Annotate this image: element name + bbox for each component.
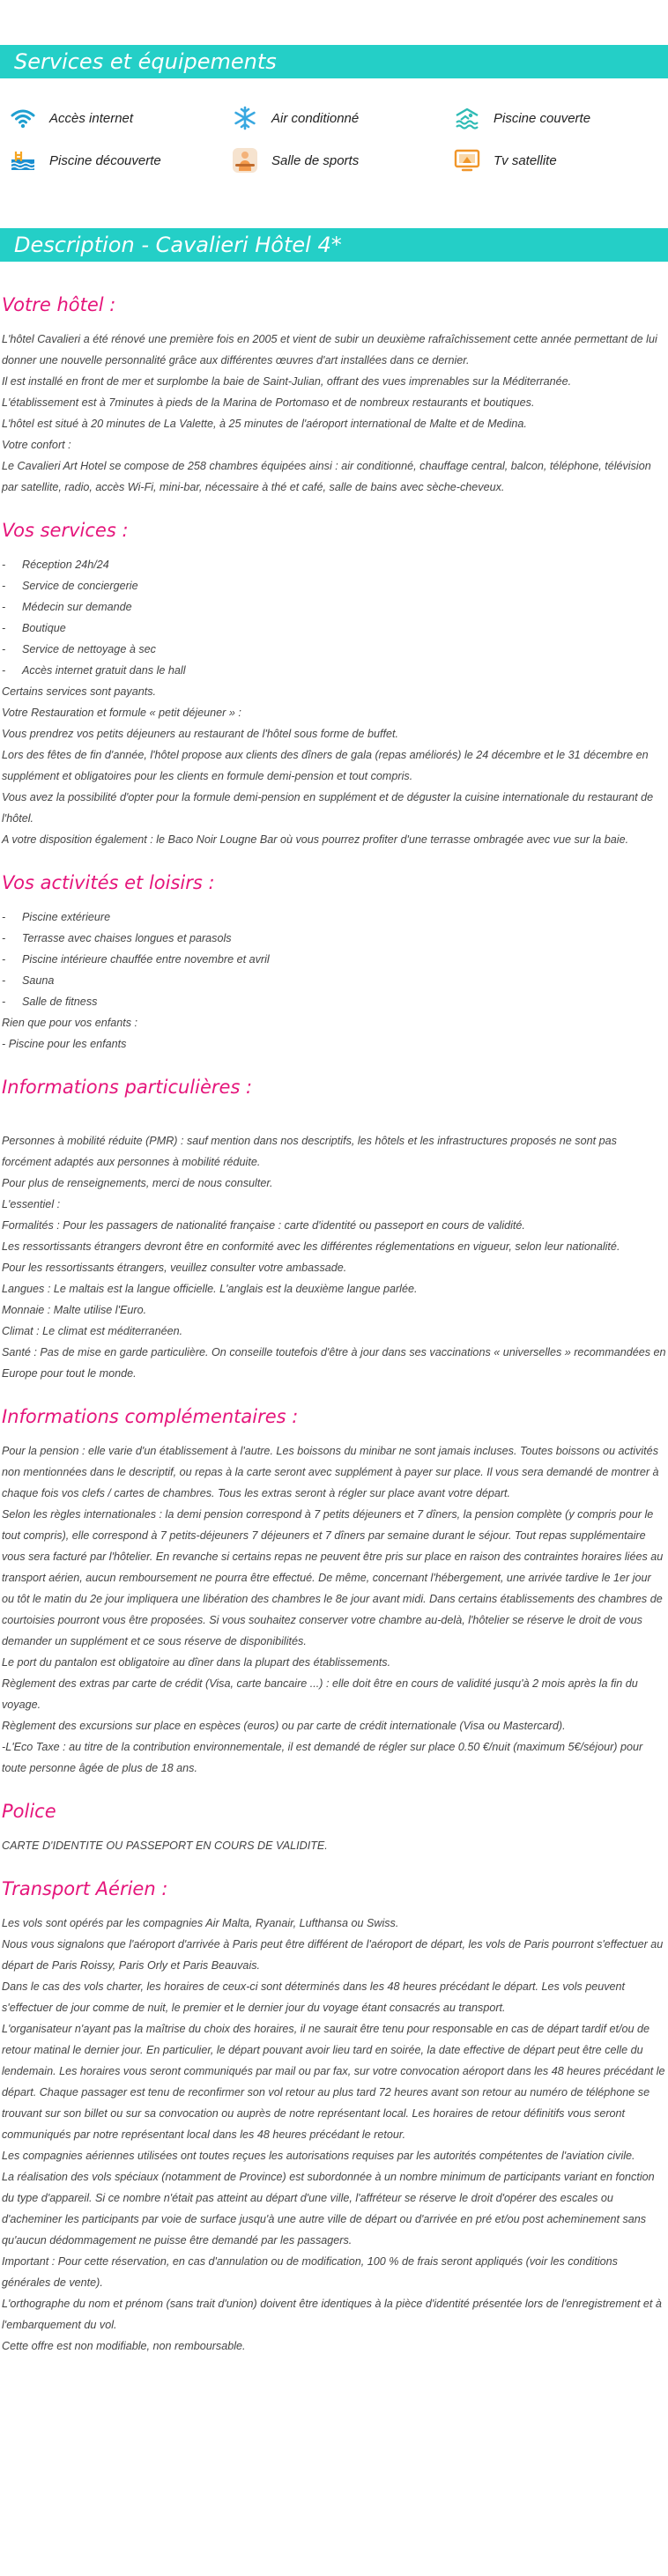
description-title: Description - Cavalieri Hôtel 4* [14, 233, 342, 257]
paragraph: Le port du pantalon est obligatoire au dîner dans la plupart des établissements. [2, 1656, 391, 1669]
paragraph: Personnes à mobilité réduite (PMR) : sauf mention dans nos descriptifs, les hôtels et les infrastructures proposés ne sont pas forcément adaptés aux personnes à mobilité réduite. [2, 1135, 617, 1168]
section-heading: Vos services : [2, 520, 129, 541]
paragraph: Les vols sont opérés par les compagnies Air Malta, Ryanair, Lufthansa ou Swiss. [2, 1917, 399, 1929]
section-heading: Transport Aérien : [2, 1878, 168, 1899]
paragraph: Selon les règles internationales : la demi pension correspond à 7 petits déjeuners et 7 dîners, la pension complète (y compris pour le tout compris), elle correspond à 7 petits-déjeuners 7 déjeuners et 7 dîners par semaine durant le séjour. Tout repas supplémentaire vous sera facturé par l'hôtelier. En revanche si certains repas ne peuvent être pris sur place en raison des contraintes horaires liées au transport aérien, aucun remboursement ne pourra être effectué. De même, concernant l'hébergement, une arrivée tardive le 1er jour ou tôt le matin du 2e jour impliquera une libération des chambres le 8e jour avant midi. Dans certains établissements des chambres de courtoisies pourront vous être proposées. Si vous souhaitez conserver votre chambre au-delà, l'hôtelier se réserve le droit de vous demander un supplément et ce sous réserve de disponibilités. [2, 1508, 664, 1647]
paragraph: L'organisateur n'ayant pas la maîtrise du choix des horaires, il ne saurait être tenu pour responsable en cas de départ tardif et/ou de retour matinal le dernier jour. En particulier, le départ pouvant avoir lieu tard en soirée, la date effective de départ peut être celle du lendemain. Les horaires vous seront communiqués par mail ou par fax, sur votre convocation aéroport dans les 48 heures précédant le départ. Chaque passager est tenu de reconfirmer son vol retour au plus tard 72 heures avant son retour au numéro de téléphone se trouvant sur son billet ou sur sa convocation ou auprès de notre représentant local. Les horaires de retour définitifs vous seront communiqués par notre représentant local dans les 48 heures précédant le retour. [2, 2023, 665, 2141]
paragraph: L'essentiel : [2, 1198, 61, 1210]
amenity-label: Tv satellite [494, 152, 557, 168]
paragraph: Les compagnies aériennes utilisées ont toutes reçues les autorisations requises par les autorités compétentes de l'aviation civile. [2, 2150, 635, 2162]
paragraph: Vous prendrez vos petits déjeuners au restaurant de l'hôtel sous forme de buffet. [2, 728, 398, 740]
section-complementary [2, 1403, 666, 1779]
services-title: Services et équipements [14, 49, 277, 74]
amenities-grid [0, 78, 668, 181]
indoor-pool-icon [453, 104, 481, 132]
section-air-transport [2, 1876, 666, 2357]
paragraph: Règlement des extras par carte de crédit (Visa, carte bancaire ...) : elle doit être en cours de validité jusqu'à 2 mois après la fin du voyage. [2, 1677, 638, 1711]
description-banner [0, 228, 668, 262]
section-police [2, 1798, 666, 1856]
paragraph: CARTE D'IDENTITE OU PASSEPORT EN COURS DE VALIDITE. [2, 1839, 328, 1852]
paragraph: Nous vous signalons que l'aéroport d'arrivée à Paris peut être différent de l'aéroport de départ, les vols de Paris pourront s'effectuer au départ de Paris Roissy, Paris Orly et Paris Beauvais. [2, 1938, 664, 1972]
paragraph: Certains services sont payants. [2, 685, 156, 698]
amenity-air-conditioning [222, 97, 444, 139]
paragraph: A votre disposition également : le Baco Noir Lougne Bar où vous pourrez profiter d'une terrasse ombragée avec vue sur la baie. [2, 833, 629, 846]
gym-icon [231, 146, 259, 174]
amenity-label: Air conditionné [271, 110, 360, 126]
list-item: - Service de nettoyage à sec [2, 639, 666, 660]
paragraph: -L'Eco Taxe : au titre de la contribution environnementale, il est demandé de régler sur place 0.50 €/nuit (maximum 5€/séjour) pour toute personne âgée de plus de 18 ans. [2, 1741, 643, 1774]
amenity-label: Piscine découverte [49, 152, 161, 168]
services-list [2, 554, 666, 681]
amenity-gym [222, 139, 444, 181]
paragraph: Santé : Pas de mise en garde particulière. On conseille toutefois d'être à jour dans ses vaccinations « universelles » recommandées en Europe pour tout le monde. [2, 1346, 666, 1380]
amenity-satellite-tv [444, 139, 668, 181]
amenity-indoor-pool [444, 97, 668, 139]
amenity-label: Piscine couverte [494, 110, 591, 126]
list-item: - Médecin sur demande [2, 596, 666, 618]
amenity-label: Salle de sports [271, 152, 360, 168]
paragraph: Vous avez la possibilité d'opter pour la formule demi-pension en supplément et de déguster la cuisine internationale du restaurant de l'hôtel. [2, 791, 654, 825]
paragraph: Monnaie : Malte utilise l'Euro. [2, 1304, 147, 1316]
amenity-label: Accès internet [49, 110, 134, 126]
paragraph: L'établissement est à 7minutes à pieds de la Marina de Portomaso et de nombreux restaurants et boutiques. [2, 396, 535, 409]
list-item: - Boutique [2, 618, 666, 639]
list-item: - Réception 24h/24 [2, 554, 666, 575]
outdoor-pool-icon [9, 146, 37, 174]
services-banner [0, 45, 668, 78]
amenity-internet [0, 97, 222, 139]
list-item: - Salle de fitness [2, 991, 666, 1012]
paragraph: Règlement des excursions sur place en espèces (euros) ou par carte de crédit internationale (Visa ou Mastercard). [2, 1720, 566, 1732]
list-item: - Piscine extérieure [2, 907, 666, 928]
paragraph: Votre Restauration et formule « petit déjeuner » : [2, 707, 241, 719]
paragraph: Pour la pension : elle varie d'un établissement à l'autre. Les boissons du minibar ne sont jamais incluses. Toutes boissons ou activités non mentionnées dans le descriptif, ou repas à la carte seront avec supplément à payer sur place. Il vous sera demandé de montrer à chaque fois vos clefs / cartes de chambres. Tous les extras seront à régler sur place avant votre départ. [2, 1445, 659, 1499]
paragraph: Dans le cas des vols charter, les horaires de ceux-ci sont déterminés dans les 48 heures précédant le départ. Les vols peuvent s'effectuer de jour comme de nuit, le premier et le dernier jour du voyage étant consacrés au transport. [2, 1980, 626, 2014]
section-activities [2, 870, 666, 1055]
wifi-icon [9, 104, 37, 132]
tv-icon [453, 146, 481, 174]
amenity-outdoor-pool [0, 139, 222, 181]
section-hotel [2, 292, 666, 498]
section-heading: Informations complémentaires : [2, 1406, 299, 1427]
paragraph: Votre confort : [2, 439, 71, 451]
paragraph: Les ressortissants étrangers devront être en conformité avec les différentes réglementations en vigueur, selon leur nationalité. [2, 1240, 620, 1253]
list-item: - Terrasse avec chaises longues et parasols [2, 928, 666, 949]
paragraph: Cette offre est non modifiable, non remboursable. [2, 2340, 246, 2352]
section-heading: Police [2, 1801, 56, 1822]
paragraph: Langues : Le maltais est la langue officielle. L'anglais est la deuxième langue parlée. [2, 1283, 418, 1295]
paragraph: L'orthographe du nom et prénom (sans trait d'union) doivent être identiques à la pièce d'identité présentée lors de l'enregistrement et à l'embarquement du vol. [2, 2298, 662, 2331]
paragraph: L'hôtel est situé à 20 minutes de La Valette, à 25 minutes de l'aéroport international de Malte et de Medina. [2, 418, 527, 430]
list-item: - Piscine intérieure chauffée entre novembre et avril [2, 949, 666, 970]
section-heading: Vos activités et loisirs : [2, 872, 215, 893]
section-particular [2, 1074, 666, 1384]
paragraph: - Piscine pour les enfants [2, 1038, 127, 1050]
paragraph: Il est installé en front de mer et surplombe la baie de Saint-Julian, offrant des vues imprenables sur la Méditerranée. [2, 375, 572, 388]
paragraph: Climat : Le climat est méditerranéen. [2, 1325, 183, 1337]
paragraph: Pour les ressortissants étrangers, veuillez consulter votre ambassade. [2, 1262, 347, 1274]
section-heading: Informations particulières : [2, 1077, 253, 1098]
paragraph: Pour plus de renseignements, merci de nous consulter. [2, 1177, 273, 1189]
paragraph: L'hôtel Cavalieri a été rénové une première fois en 2005 et vient de subir un deuxième rafraîchissement cette année permettant de lui donner une nouvelle personnalité grâce aux différentes œuvres d'art installées dans ce dernier. [2, 333, 657, 366]
description-content [0, 262, 668, 2357]
paragraph: Rien que pour vos enfants : [2, 1017, 138, 1029]
paragraph: Lors des fêtes de fin d'année, l'hôtel propose aux clients des dîners de gala (repas améliorés) le 24 décembre et le 31 décembre en supplément et obligatoires pour les clients en formule demi-pension et tout compris. [2, 749, 649, 782]
list-item: - Sauna [2, 970, 666, 991]
list-item: - Accès internet gratuit dans le hall [2, 660, 666, 681]
paragraph: La réalisation des vols spéciaux (notamment de Province) est subordonnée à un nombre minimum de participants variant en fonction du type d'appareil. Si ce nombre n'était pas atteint au départ d'une ville, l'affréteur se réserve le droit d'opérer des escales ou d'acheminer les participants par voie de surface jusqu'à une autre ville de départ ou d'arrivée en pré et/ou post acheminement sans qu'aucun dédommagement ne puisse être demandé par les passagers. [2, 2171, 655, 2247]
section-services [2, 517, 666, 850]
list-item: - Service de conciergerie [2, 575, 666, 596]
paragraph: Formalités : Pour les passagers de nationalité française : carte d'identité ou passeport en cours de validité. [2, 1219, 525, 1232]
section-heading: Votre hôtel : [2, 294, 116, 315]
paragraph: Le Cavalieri Art Hotel se compose de 258 chambres équipées ainsi : air conditionné, chauffage central, balcon, téléphone, télévision par satellite, radio, accès Wi-Fi, mini-bar, nécessaire à thé et café, salle de bains avec sèche-cheveux. [2, 460, 651, 493]
paragraph: Important : Pour cette réservation, en cas d'annulation ou de modification, 100 % de frais seront appliqués (voir les conditions générales de vente). [2, 2255, 618, 2289]
snowflake-icon [231, 104, 259, 132]
activities-list [2, 907, 666, 1012]
